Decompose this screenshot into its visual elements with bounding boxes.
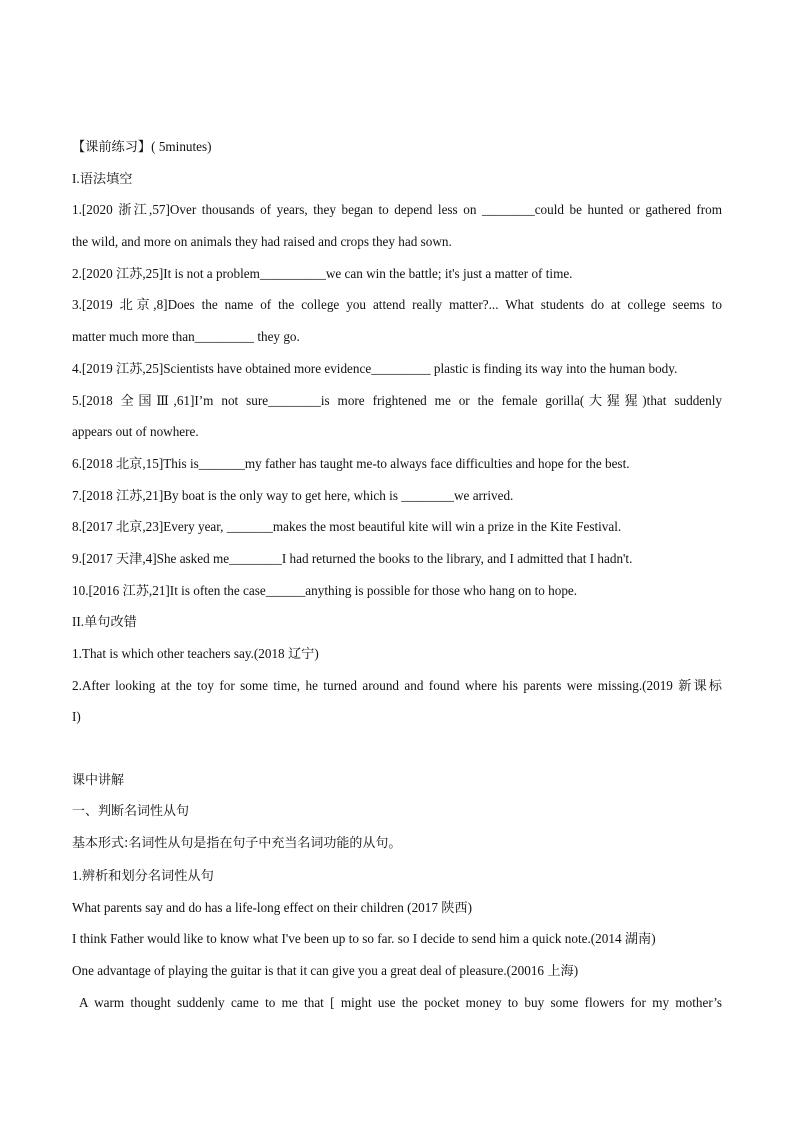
section-heading-in-class: 课中讲解 — [72, 772, 125, 788]
correction-item-1: 1.That is which other teachers say.(2018 辽宁) — [72, 646, 319, 661]
question-5-line-2: appears out of nowhere. — [72, 424, 199, 440]
subsection-heading-grammar-fill: I.语法填空 — [72, 170, 133, 186]
question-4: 4.[2019 江苏,25]Scientists have obtained more evidence_________ plastic is finding its way into the human body. — [72, 360, 678, 376]
question-7: 7.[2018 江苏,21]By boat is the only way to get here, which is ________we arrived. — [72, 487, 514, 503]
definition-noun-clause: 基本形式:名词性从句是指在句子中充当名词功能的从句。 — [72, 836, 402, 852]
subsection-heading-error-correction: II.单句改错 — [72, 614, 137, 630]
question-3-line-1: 3.[2019 北京,8]Does the name of the college you attend really matter?... What students do at college seems to — [72, 297, 722, 313]
correction-item-2-line-2: I) — [72, 709, 81, 725]
question-10: 10.[2016 江苏,21]It is often the case______anything is possible for those who hang on to hope. — [72, 582, 578, 598]
question-3-line-2: matter much more than_________ they go. — [72, 329, 300, 345]
heading-judge-noun-clause: 一、判断名词性从句 — [72, 804, 190, 820]
document-page — [72, 131, 722, 1018]
question-1-line-2: the wild, and more on animals they had raised and crops they had sown. — [72, 234, 452, 250]
question-6: 6.[2018 北京,15]This is_______my father has taught me-to always face difficulties and hope for the best. — [72, 455, 630, 471]
example-sentence-1: What parents say and do has a life-long effect on their children (2017 陕西) — [72, 899, 473, 915]
question-8: 8.[2017 北京,23]Every year, _______makes the most beautiful kite will win a prize in the Kite Festival. — [72, 519, 622, 535]
question-5-line-1: 5.[2018 全国Ⅲ,61]I’m not sure________is more frightened me or the female gorilla(大猩猩)that suddenly — [72, 392, 722, 408]
heading-distinguish-noun-clause: 1.辨析和划分名词性从句 — [72, 867, 214, 883]
blank-line — [72, 733, 722, 765]
question-9: 9.[2017 天津,4]She asked me________I had returned the books to the library, and I admitted that I hadn't. — [72, 550, 633, 566]
correction-item-2-line-1: 2.After looking at the toy for some time, he turned around and found where his parents were missing.(2019 新课标 — [72, 677, 722, 693]
example-sentence-2: I think Father would like to know what I've been up to so far. so I decide to send him a quick note.(2014 湖南) — [72, 931, 656, 947]
example-sentence-4: A warm thought suddenly came to me that [ might use the pocket money to buy some flowers for my mother’s — [79, 994, 722, 1010]
question-2: 2.[2020 江苏,25]It is not a problem__________we can win the battle; it's just a matter of time. — [72, 265, 573, 281]
section-heading-pre-class-practice: 【课前练习】( 5minutes) — [72, 139, 212, 154]
example-sentence-3: One advantage of playing the guitar is that it can give you a great deal of pleasure.(20016 上海) — [72, 962, 579, 978]
question-1-line-1: 1.[2020 浙江,57]Over thousands of years, they began to depend less on ________could be hunted or gathered from — [72, 202, 722, 218]
